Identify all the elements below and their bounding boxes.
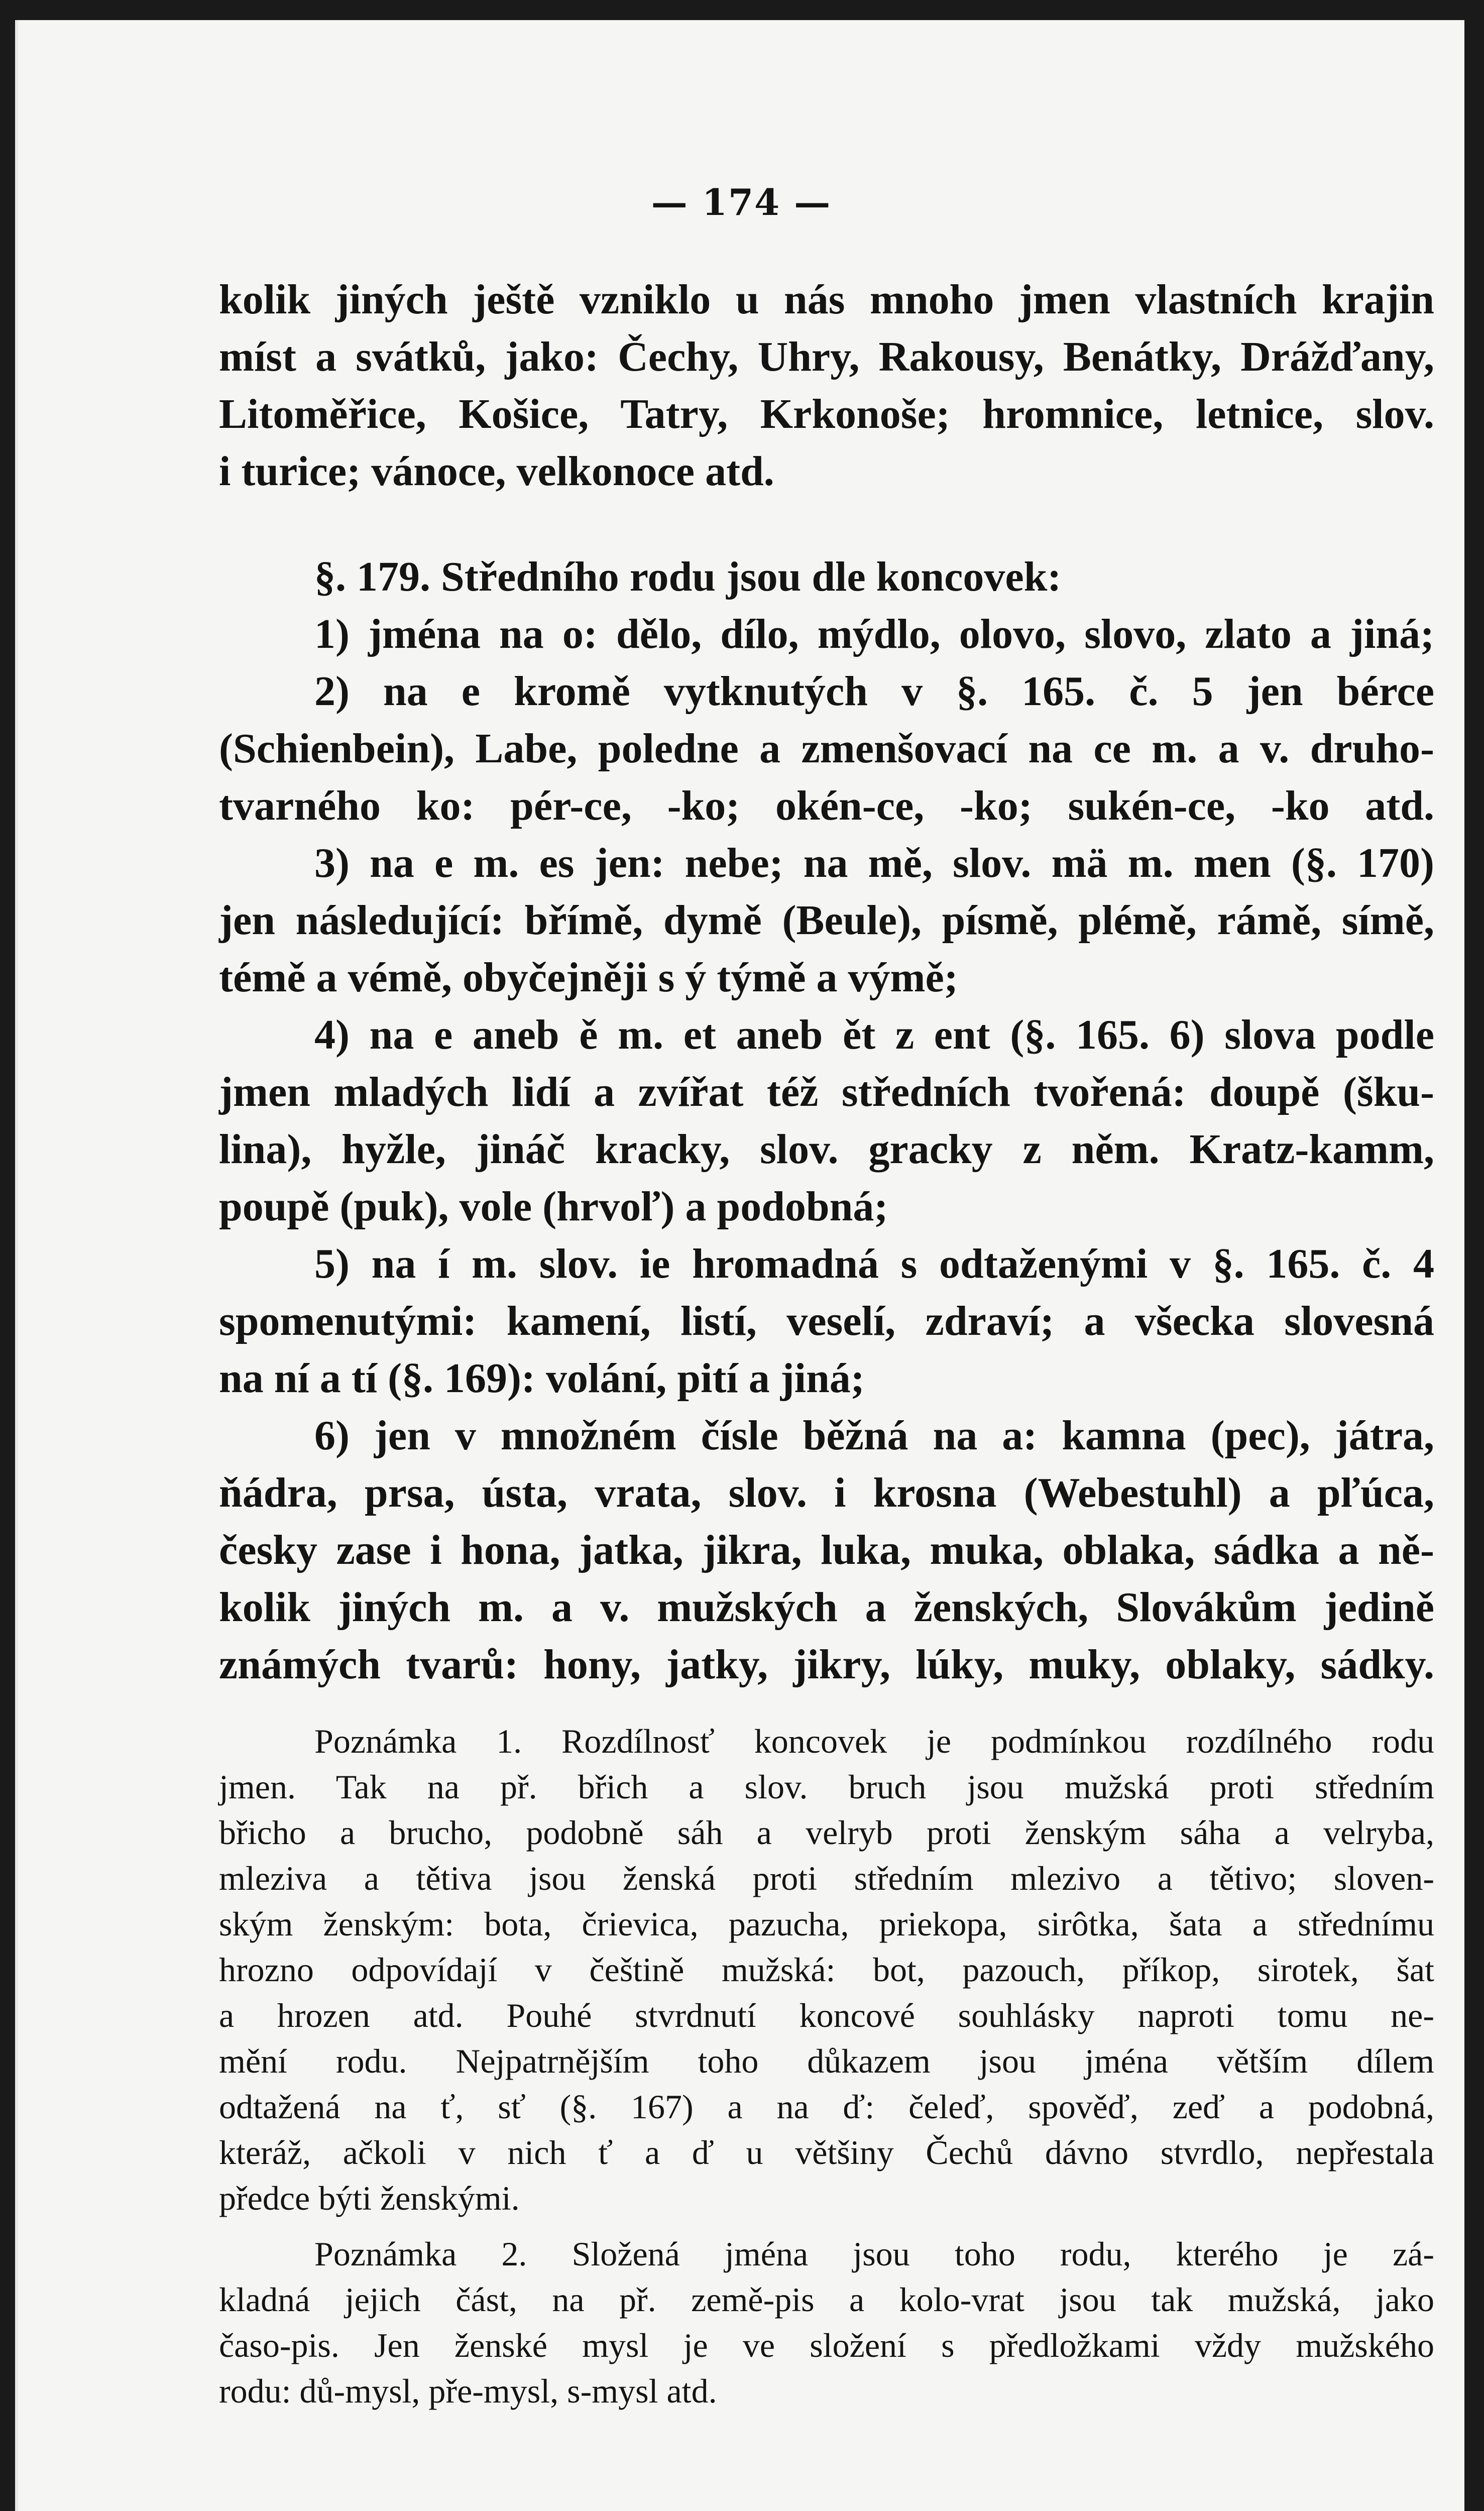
text-line: jmen mladých lidí a zvířat též středních tvořená: doupě (šku- (219, 1069, 1434, 1115)
text-line: Litoměřice, Košice, Tatry, Krkonoše; hromnice, letnice, slov. (219, 391, 1434, 437)
text-line: spomenutými: kamení, listí, veselí, zdraví; a všecka slovesná (219, 1298, 1434, 1344)
text-line: míst a svátků, jako: Čechy, Uhry, Rakousy, Benátky, Drážďany, (219, 333, 1434, 380)
book-page (15, 20, 1464, 2511)
text-line: tvarného ko: pér-ce, -ko; okén-ce, -ko; sukén-ce, -ko atd. (219, 782, 1434, 829)
text-line: lina), hyžle, jináč kracky, slov. gracky z něm. Kratz-kamm, (219, 1126, 1434, 1173)
note-line: časo-pis. Jen ženské mysl je ve složení s předložkami vždy mužského (219, 2326, 1434, 2364)
note-line: Poznámka 2. Složená jména jsou toho rodu, kterého je zá- (314, 2235, 1434, 2273)
text-line: 1) jména na o: dělo, dílo, mýdlo, olovo, slovo, zlato a jiná; (314, 611, 1434, 657)
note-line: jmen. Tak na př. břich a slov. bruch jsou mužská proti středním (219, 1768, 1434, 1806)
text-line: na ní a tí (§. 169): volání, pití a jiná; (219, 1355, 865, 1402)
text-line: i turice; vánoce, velkonoce atd. (219, 448, 774, 495)
text-line: poupě (puk), vole (hrvoľ) a podobná; (219, 1183, 888, 1230)
section-heading: §. 179. Středního rodu jsou dle koncovek: (314, 553, 1062, 600)
text-line: 3) na e m. es jen: nebe; na mě, slov. mä m. men (§. 170) (314, 840, 1434, 886)
text-line: ňádra, prsa, ústa, vrata, slov. i krosna (Webestuhl) a pľúca, (219, 1469, 1434, 1516)
note-line: ským ženským: bota, črievica, pazucha, priekopa, sirôtka, šata a střednímu (219, 1905, 1434, 1943)
text-line: (Schienbein), Labe, poledne a zmenšovací na ce m. a v. druho- (219, 725, 1434, 772)
note-line: Poznámka 1. Rozdílnosť koncovek je podmínkou rozdílného rodu (314, 1722, 1434, 1760)
text-line: kolik jiných ještě vzniklo u nás mnoho jmen vlastních krajin (219, 276, 1434, 323)
page-number: — 174 — (651, 181, 832, 223)
note-line: a hrozen atd. Pouhé stvrdnutí koncové souhlásky naproti tomu ne- (219, 1996, 1434, 2034)
note-line: kteráž, ačkoli v nich ť a ď u většiny Čechů dávno stvrdlo, nepřestala (219, 2133, 1434, 2172)
note-line: předce býti ženskými. (219, 2179, 520, 2217)
note-line: rodu: dů-mysl, pře-mysl, s-mysl atd. (219, 2372, 717, 2410)
note-line: odtažená na ť, sť (§. 167) a na ď: čeleď, spověď, zeď a podobná, (219, 2088, 1434, 2126)
text-line: 4) na e aneb ě m. et aneb ět z ent (§. 165. 6) slova podle (314, 1011, 1434, 1058)
text-line: 6) jen v množném čísle běžná na a: kamna (pec), játra, (314, 1412, 1434, 1459)
text-line: 2) na e kromě vytknutých v §. 165. č. 5 jen bérce (314, 668, 1434, 715)
text-line: známých tvarů: hony, jatky, jikry, lúky, muky, oblaky, sádky. (219, 1641, 1434, 1688)
text-line: česky zase i hona, jatka, jikra, luka, muka, oblaka, sádka a ně- (219, 1527, 1434, 1573)
text-line: 5) na í m. slov. ie hromadná s odtaženými v §. 165. č. 4 (314, 1240, 1434, 1287)
note-line: břicho a brucho, podobně sáh a velryb proti ženským sáha a velryba, (219, 1813, 1434, 1852)
note-line: kladná jejich část, na př. země-pis a kolo-vrat jsou tak mužská, jako (219, 2280, 1434, 2319)
text-line: jen následující: břímě, dymě (Beule), písmě, plémě, rámě, símě, (219, 897, 1434, 944)
note-line: mění rodu. Nejpatrnějším toho důkazem jsou jména větším dílem (219, 2042, 1434, 2080)
text-line: kolik jiných m. a v. mužských a ženských, Slovákům jedině (219, 1584, 1434, 1631)
note-line: mleziva a tětiva jsou ženská proti středním mlezivo a tětivo; sloven- (219, 1859, 1434, 1897)
page-body (219, 271, 1434, 2414)
note-line: hrozno odpovídají v češtině mužská: bot, pazouch, příkop, sirotek, šat (219, 1951, 1434, 1989)
text-line: témě a vémě, obyčejněji s ý týmě a výmě; (219, 954, 958, 1001)
